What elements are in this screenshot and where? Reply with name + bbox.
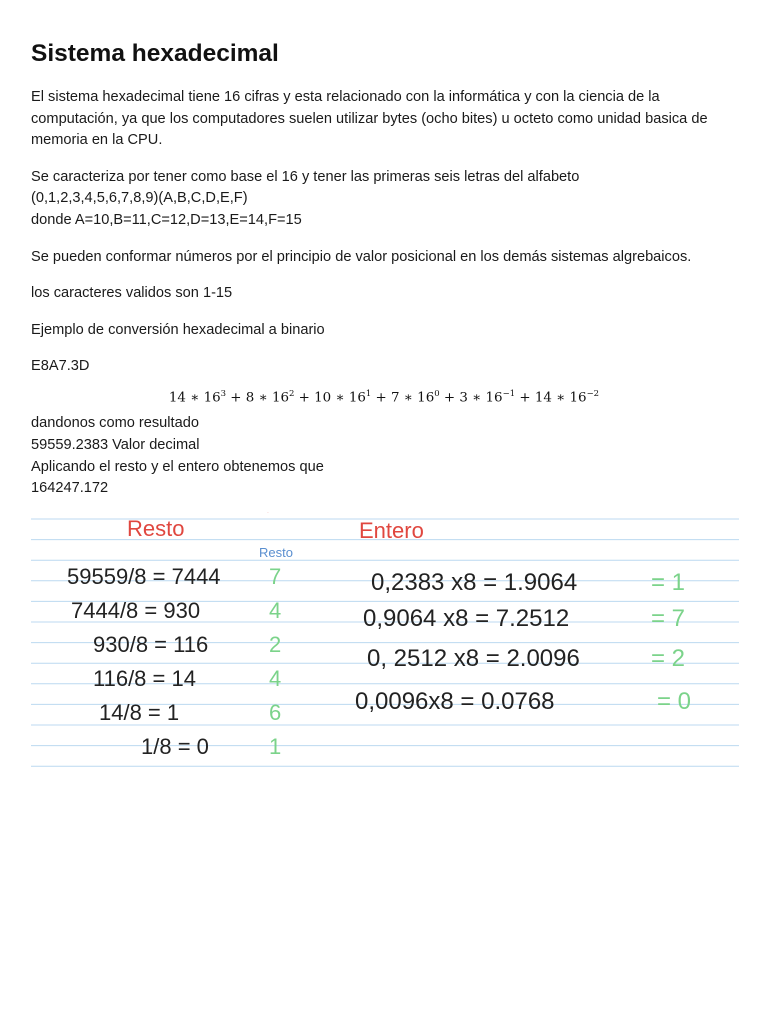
hex-number-paragraph	[31, 356, 737, 378]
resto-subheading: Resto	[259, 545, 293, 560]
fraction-expression: 0, 2512 x8 = 2.0096	[367, 645, 580, 672]
expansion-formula: 14 ∗ $16^3 + 8$ ∗ $16^2 + 10$ ∗ $16^1 + 7$ ∗ $16^0 + 3$ ∗ $16^{-1} + 14$ ∗ $16^{-2}$	[168, 388, 600, 406]
fraction-expression: 0,0096x8 = 0.0768	[355, 688, 555, 715]
fraction-digit: = 2	[651, 645, 686, 672]
octal-result-line: 164247.172	[31, 480, 109, 497]
intro-text: El sistema hexadecimal tiene 16 cifras y esta relacionado con la informática y con la ciencia de la computación, ya que los computadores suelen utilizar bytes (ocho bites) u octeto como unidad basica de memoria en la CPU.	[31, 89, 708, 149]
division-steps	[67, 564, 281, 759]
fraction-expression: 0,9064 x8 = 7.2512	[363, 605, 570, 632]
result-paragraph	[31, 413, 737, 499]
formula-exponent: 2	[288, 388, 295, 399]
formula-exponent: 0	[434, 388, 440, 399]
division-expression: 116/8 = 14	[93, 666, 196, 691]
hex-number-text: E8A7.3D	[31, 358, 90, 375]
formula-exponent: −2	[586, 388, 600, 399]
notebook-drawing	[31, 512, 739, 772]
formula-base: 16	[569, 390, 587, 406]
division-expression: 59559/8 = 7444	[67, 564, 221, 589]
formula-base: 16	[417, 390, 435, 406]
formula-coef: 7	[391, 390, 400, 406]
fraction-expression: 0,2383 x8 = 1.9064	[371, 569, 578, 596]
resto-heading: Resto	[127, 516, 185, 541]
fraction-steps	[355, 569, 691, 715]
division-remainder: 2	[269, 632, 282, 657]
positional-paragraph	[31, 247, 737, 269]
positional-text: Se pueden conformar números por el principio de valor posicional en los demás sistemas algrebaicos.	[31, 248, 692, 265]
formula-base: 16	[271, 390, 289, 406]
example-paragraph	[31, 320, 737, 342]
division-expression: 14/8 = 1	[99, 700, 180, 725]
formula-base: 16	[203, 390, 221, 406]
valid-chars-text: los caracteres validos son 1-15	[31, 285, 233, 302]
division-remainder: 1	[269, 734, 282, 759]
result-line: Aplicando el resto y el entero obtenemos que	[31, 458, 324, 475]
fraction-digit: = 0	[657, 688, 692, 715]
division-remainder: 7	[269, 564, 282, 589]
base-text-line-3: donde A=10,B=11,C=12,D=13,E=14,F=15	[31, 211, 302, 228]
division-remainder: 4	[269, 666, 282, 691]
formula-exponent: −1	[502, 388, 516, 399]
page-title: Sistema hexadecimal	[31, 40, 279, 67]
fraction-digit: = 1	[651, 569, 686, 596]
formula-coef: 8	[245, 390, 255, 406]
document	[31, 40, 737, 515]
formula-exponent: 3	[220, 388, 227, 399]
fraction-digit: = 7	[651, 605, 686, 632]
result-line: dandonos como resultado	[31, 415, 199, 432]
example-text: Ejemplo de conversión hexadecimal a binario	[31, 321, 325, 338]
entero-heading: Entero	[359, 518, 424, 543]
formula-coef: 10	[314, 390, 332, 406]
formula-coef: 3	[459, 390, 468, 406]
division-remainder: 4	[269, 598, 282, 623]
formula-coef: 14	[534, 390, 552, 406]
valid-chars-paragraph	[31, 283, 737, 305]
division-remainder: 6	[269, 700, 282, 725]
formula-base: 16	[485, 390, 503, 406]
intro-paragraph	[31, 87, 737, 152]
formula-base: 16	[348, 390, 366, 406]
handwritten-notebook-image	[31, 512, 739, 772]
division-expression: 1/8 = 0	[141, 734, 209, 759]
division-expression: 7444/8 = 930	[71, 598, 201, 623]
formula-exponent: 1	[365, 388, 372, 399]
base-text-line-1: Se caracteriza por tener como base el 16 y tener las primeras seis letras del alfabeto	[31, 168, 580, 185]
formula-coef: 14	[168, 390, 186, 406]
base-text-line-2: (0,1,2,3,4,5,6,7,8,9)(A,B,C,D,E,F)	[31, 190, 248, 207]
tick-mark: '	[267, 512, 269, 520]
decimal-value-line: 59559.2383 Valor decimal	[31, 437, 200, 453]
division-expression: 930/8 = 116	[93, 632, 209, 657]
base-paragraph	[31, 167, 737, 232]
